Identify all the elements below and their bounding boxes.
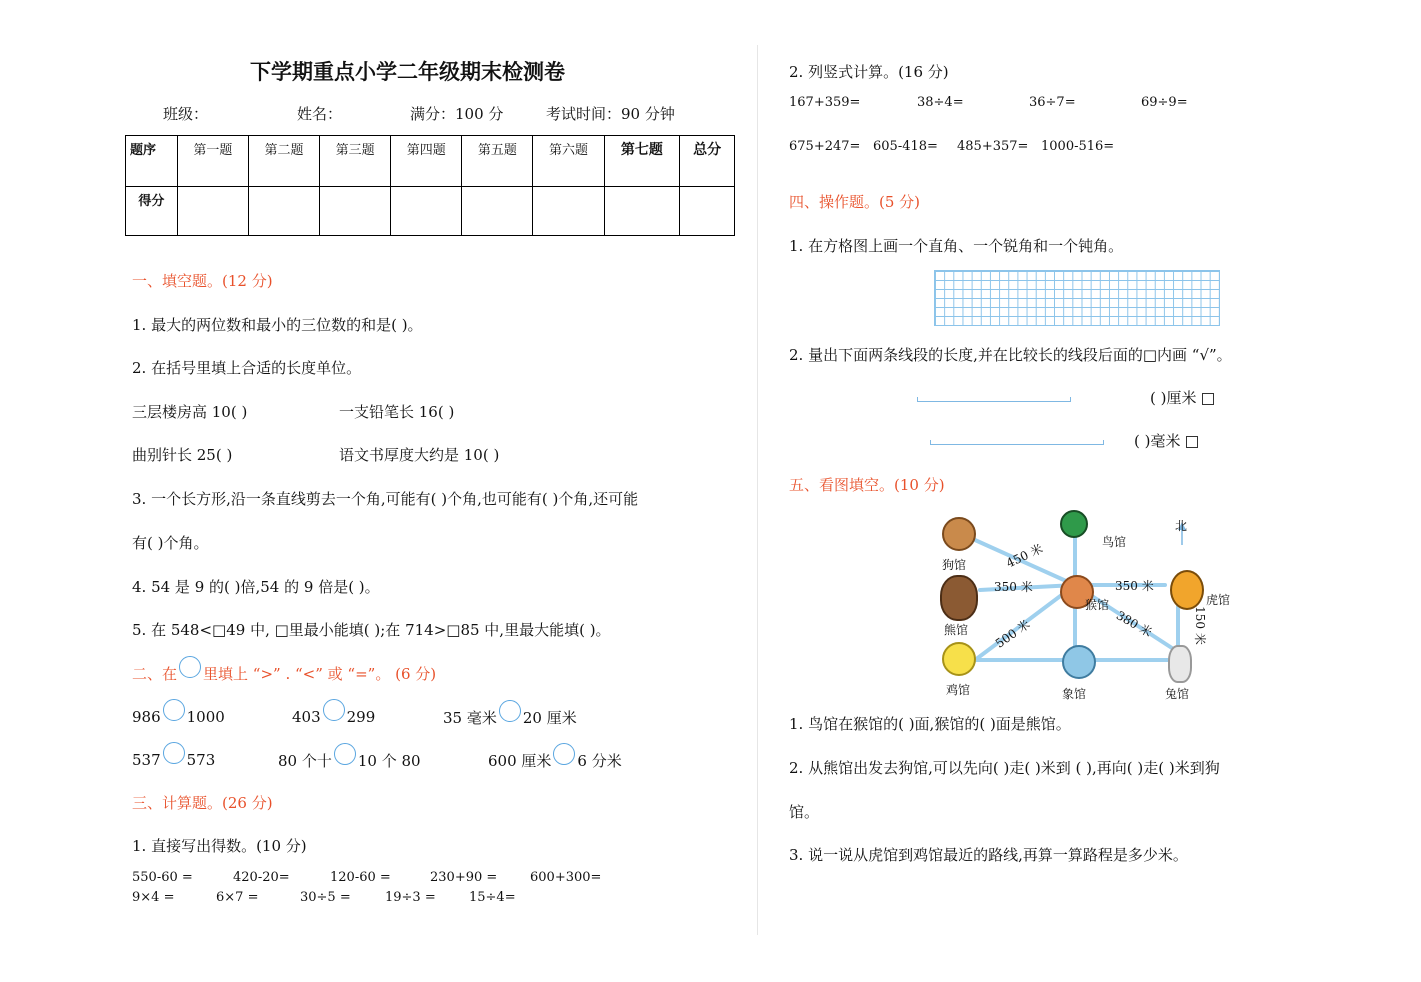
section3-heading: 三、计算题。(26 分) <box>132 794 273 812</box>
score-header-cell: 第四题 <box>391 136 462 187</box>
compare-circle-input[interactable] <box>334 743 356 765</box>
s4-q2: 2. 量出下面两条线段的长度,并在比较长的线段后面的□内画 “√”。 <box>789 346 1232 364</box>
compare-right: 6 分米 <box>577 752 622 770</box>
calc-item: 230+90 = <box>430 870 498 885</box>
calc-item: 420-20= <box>233 870 290 885</box>
monkey-label: 猴馆 <box>1085 598 1110 612</box>
score-input-cell[interactable] <box>248 186 319 235</box>
chicken-label: 鸡馆 <box>946 683 971 697</box>
bear-label: 熊馆 <box>944 623 969 637</box>
calc-item: 550-60 = <box>132 870 193 885</box>
score-input-cell[interactable] <box>680 186 735 235</box>
compare-item <box>132 750 215 772</box>
compare-left: 80 个十 <box>278 752 332 770</box>
score-header-cell: 第二题 <box>248 136 319 187</box>
line2-unit: ( )毫米 <box>1134 432 1181 450</box>
score-header-cell: 第七题 <box>604 136 680 187</box>
elephant-icon <box>1062 645 1096 679</box>
score-header-cell: 第一题 <box>177 136 248 187</box>
section4-heading: 四、操作题。(5 分) <box>789 193 921 211</box>
dog-label: 狗馆 <box>942 558 967 572</box>
dog-icon <box>942 517 976 551</box>
distance-label: 380 米 <box>1113 608 1155 640</box>
score-row-label: 得分 <box>126 186 178 235</box>
compare-left: 537 <box>132 751 161 769</box>
compare-left: 600 厘米 <box>488 752 552 770</box>
calc-item: 605-418= <box>873 139 938 154</box>
s1-q3a: 3. 一个长方形,沿一条直线剪去一个角,可能有( )个角,也可能有( )个角,还可能 <box>132 490 639 508</box>
line-segment-2 <box>930 440 1104 445</box>
s5-q2a: 2. 从熊馆出发去狗馆,可以先向( )走( )米到 ( ),再向( )走( )米到狗 <box>789 759 1220 777</box>
calc-item: 30÷5 = <box>300 890 351 905</box>
line2-answer <box>1134 430 1198 451</box>
compare-circle-input[interactable] <box>163 699 185 721</box>
elephant-label: 象馆 <box>1062 687 1087 701</box>
compare-left: 35 毫米 <box>443 709 497 727</box>
s1-q2c: 曲别针长 25( ) <box>132 446 233 464</box>
calc-item: 167+359= <box>789 95 861 110</box>
compare-item <box>278 750 421 773</box>
bird-label: 鸟馆 <box>1102 535 1127 549</box>
calc-item: 36÷7= <box>1029 95 1076 110</box>
calc-item: 120-60 = <box>330 870 391 885</box>
score-input-cell[interactable] <box>177 186 248 235</box>
section2-heading <box>132 663 436 686</box>
compare-circle-input[interactable] <box>499 700 521 722</box>
distance-label: 500 米 <box>992 617 1033 651</box>
drawing-grid[interactable] <box>934 270 1220 326</box>
compare-item <box>488 750 622 773</box>
s1-q2a: 三层楼房高 10( ) <box>132 403 248 421</box>
s1-q4: 4. 54 是 9 的( )倍,54 的 9 倍是( )。 <box>132 578 380 596</box>
calc-item: 675+247= <box>789 139 861 154</box>
page-divider <box>757 45 758 935</box>
compare-right: 1000 <box>186 708 225 726</box>
compare-item <box>443 707 577 730</box>
score-header-cell: 总分 <box>680 136 735 187</box>
calc-item: 15÷4= <box>469 890 516 905</box>
class-label: 班级： <box>163 105 209 123</box>
s4-q1: 1. 在方格图上画一个直角、一个锐角和一个钝角。 <box>789 237 1124 255</box>
compare-left: 403 <box>292 708 321 726</box>
distance-label: 350 米 <box>994 580 1033 594</box>
s1-q1: 1. 最大的两位数和最小的三位数的和是( )。 <box>132 316 423 334</box>
score-input-cell[interactable] <box>391 186 462 235</box>
s1-q2b: 一支铅笔长 16( ) <box>339 403 455 421</box>
page-title: 下学期重点小学二年级期末检测卷 <box>250 60 565 84</box>
line1-answer <box>1150 387 1214 408</box>
compare-right: 10 个 80 <box>357 752 421 770</box>
line1-unit: ( )厘米 <box>1150 389 1197 407</box>
s3-q1: 1. 直接写出得数。(10 分) <box>132 837 307 855</box>
compare-item <box>132 707 225 729</box>
compare-right: 20 厘米 <box>522 709 577 727</box>
score-header-cell: 第三题 <box>320 136 391 187</box>
calc-item: 38÷4= <box>917 95 964 110</box>
section2-heading-post: 里填上 “>” . “<” 或 “=”。 (6 分) <box>203 665 437 683</box>
compare-circle-input[interactable] <box>553 743 575 765</box>
section1-heading: 一、填空题。(12 分) <box>132 272 273 290</box>
bear-icon <box>940 575 978 621</box>
bird-icon <box>1060 510 1088 538</box>
compare-circle-input[interactable] <box>163 742 185 764</box>
s1-q2: 2. 在括号里填上合适的长度单位。 <box>132 359 362 377</box>
checkbox-line2[interactable] <box>1186 436 1198 448</box>
s1-q2d: 语文书厚度大约是 10( ) <box>339 446 500 464</box>
s5-q3: 3. 说一说从虎馆到鸡馆最近的路线,再算一算路程是多少米。 <box>789 846 1188 864</box>
s3-q2: 2. 列竖式计算。(16 分) <box>789 63 949 81</box>
section5-heading: 五、看图填空。(10 分) <box>789 476 945 494</box>
score-table <box>125 135 735 236</box>
distance-label: 150 米 <box>1192 606 1207 645</box>
compare-right: 299 <box>346 708 376 726</box>
compare-item <box>292 707 375 729</box>
calc-item: 485+357= <box>957 139 1029 154</box>
score-input-cell[interactable] <box>533 186 604 235</box>
compare-right: 573 <box>186 751 216 769</box>
score-input-cell[interactable] <box>604 186 680 235</box>
circle-icon <box>179 656 201 678</box>
calc-item: 9×4 = <box>132 890 175 905</box>
score-input-cell[interactable] <box>462 186 533 235</box>
compare-left: 986 <box>132 708 161 726</box>
calc-item: 1000-516= <box>1041 139 1115 154</box>
s5-q2b: 馆。 <box>789 803 820 821</box>
score-header-cell: 第六题 <box>533 136 604 187</box>
tiger-icon <box>1170 570 1204 610</box>
distance-label: 450 米 <box>1004 541 1046 571</box>
distance-label: 350 米 <box>1115 579 1154 593</box>
score-input-cell[interactable] <box>320 186 391 235</box>
score-header-cell: 第五题 <box>462 136 533 187</box>
s1-q3b: 有( )个角。 <box>132 534 209 552</box>
north-label: 北 <box>1175 519 1188 533</box>
calc-item: 600+300= <box>530 870 602 885</box>
name-label: 姓名： <box>297 105 343 123</box>
compare-circle-input[interactable] <box>323 699 345 721</box>
calc-item: 6×7 = <box>216 890 259 905</box>
full-marks: 满分：100 分 <box>410 105 504 123</box>
score-header-cell: 题序 <box>126 136 178 187</box>
checkbox-line1[interactable] <box>1202 393 1214 405</box>
section2-heading-pre: 二、在 <box>132 665 178 683</box>
line-segment-1 <box>917 397 1071 402</box>
rabbit-icon <box>1168 645 1192 683</box>
chicken-icon <box>942 642 976 676</box>
s1-q5: 5. 在 548<□49 中, □里最小能填( );在 714>□85 中,里最大能填( )。 <box>132 621 611 639</box>
calc-item: 69÷9= <box>1141 95 1188 110</box>
calc-item: 19÷3 = <box>385 890 436 905</box>
rabbit-label: 兔馆 <box>1165 687 1190 701</box>
s5-q1: 1. 鸟馆在猴馆的( )面,猴馆的( )面是熊馆。 <box>789 715 1071 733</box>
tiger-label: 虎馆 <box>1206 593 1231 607</box>
exam-time: 考试时间：90 分钟 <box>546 105 675 123</box>
